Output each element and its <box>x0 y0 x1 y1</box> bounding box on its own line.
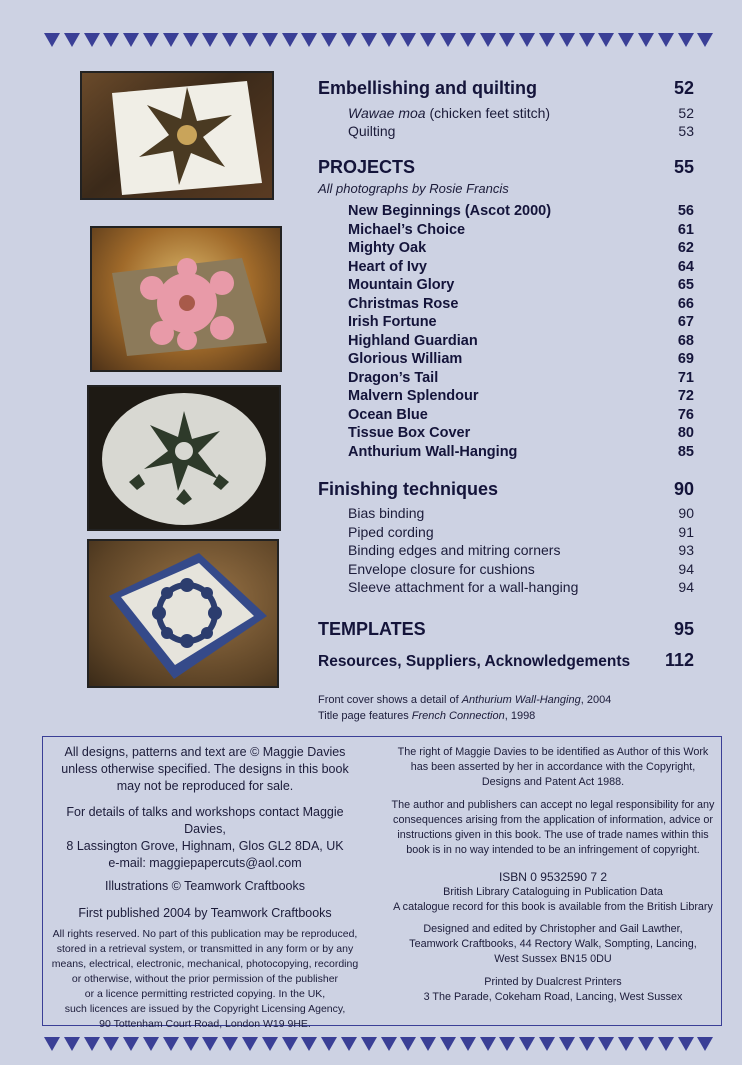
photo-round-quilt <box>87 385 281 531</box>
border-triangle-icon <box>618 33 634 47</box>
designed-by: Designed and edited by Christopher and Gail Lawther, Teamwork Craftbooks, 44 Rectory Walk, Sompting, Lancing, West Sussex BN15 0DU <box>409 923 697 965</box>
toc-heading-finishing[interactable] <box>318 479 694 500</box>
border-triangle-icon <box>202 1037 218 1051</box>
border-triangle-icon <box>638 33 654 47</box>
toc-title: Ocean Blue <box>348 406 428 423</box>
border-triangle-icon <box>183 1037 199 1051</box>
border-triangle-icon <box>361 33 377 47</box>
cover-note <box>318 692 611 724</box>
toc-entry[interactable] <box>348 388 694 404</box>
toc-page: 52 <box>678 105 694 121</box>
toc-page: 94 <box>678 579 694 595</box>
border-triangle-icon <box>183 33 199 47</box>
border-triangle-icon <box>539 33 555 47</box>
border-triangle-icon <box>242 33 258 47</box>
email-address[interactable]: e-mail: maggiepapercuts@aol.com <box>108 856 302 870</box>
border-triangle-icon <box>480 33 496 47</box>
toc-title: Irish Fortune <box>348 314 437 330</box>
toc-page: 112 <box>664 650 694 670</box>
cover-note-line1: Front cover shows a detail of Anthurium Wall-Hanging, 2004 <box>318 694 612 706</box>
toc-title: Embellishing and quilting <box>318 78 537 98</box>
border-triangle-icon <box>440 33 456 47</box>
border-triangle-icon <box>579 1037 595 1051</box>
colophon-right <box>380 745 726 1005</box>
border-triangle-icon <box>658 1037 674 1051</box>
border-triangle-icon <box>103 33 119 47</box>
toc-entry[interactable] <box>348 561 694 577</box>
toc-entry[interactable] <box>348 105 694 121</box>
border-triangle-icon <box>222 1037 238 1051</box>
border-triangle-icon <box>658 33 674 47</box>
border-triangle-icon <box>460 1037 476 1051</box>
photo-pink-cushion <box>90 226 282 372</box>
toc-title: New Beginnings (Ascot 2000) <box>348 203 552 219</box>
border-triangle-icon <box>123 1037 139 1051</box>
toc-entry[interactable] <box>348 524 694 540</box>
toc-title: Envelope closure for cushions <box>348 560 535 577</box>
author-rights: The right of Maggie Davies to be identified as Author of this Work has been asserted by her in accordance with the Copyright, Designs and Patent Act 1988. <box>397 746 709 788</box>
border-triangle-icon <box>242 1037 258 1051</box>
border-triangle-icon <box>64 1037 80 1051</box>
toc-entry[interactable] <box>348 407 694 423</box>
toc-entry[interactable] <box>348 203 694 219</box>
border-triangle-icon <box>282 1037 298 1051</box>
border-triangle-icon <box>381 33 397 47</box>
toc-title: Mountain Glory <box>348 277 455 293</box>
toc-title: Resources, Suppliers, Acknowledgements <box>318 653 631 670</box>
toc-title: TEMPLATES <box>318 619 426 639</box>
toc-page: 94 <box>678 560 694 577</box>
toc-entry[interactable] <box>348 370 694 386</box>
border-triangle-icon <box>440 1037 456 1051</box>
rights-notice: All rights reserved. No part of this publication may be reproduced, stored in a retrieval system, or transmitted in any form or by any means, electrical, electronic, mechanical, photocopying, recording or otherwise, without the prior permission of the publisher or a licence permitting restricted copying. In the UK, such licences are issued by the Copyright Licensing Agency, 90 Tottenham Court Road, London W19 9HE. <box>51 928 359 1030</box>
border-triangle-icon <box>519 1037 535 1051</box>
toc-page: 71 <box>677 369 694 386</box>
toc-title: Piped cording <box>348 523 434 540</box>
border-triangle-icon <box>262 33 278 47</box>
printed-by: Printed by Dualcrest Printers 3 The Parade, Cokeham Road, Lancing, West Sussex <box>423 976 683 1003</box>
toc-page: 55 <box>673 157 694 177</box>
border-triangle-icon <box>499 33 515 47</box>
toc-page: 64 <box>677 258 694 275</box>
toc-title: (chicken feet stitch) <box>425 105 551 121</box>
toc-title: PROJECTS <box>318 157 416 177</box>
toc-entry[interactable] <box>348 444 694 460</box>
border-triangle-icon <box>84 33 100 47</box>
toc-page: 56 <box>677 203 694 219</box>
toc-page: 76 <box>677 406 694 423</box>
border-triangle-icon <box>64 33 80 47</box>
toc-entry[interactable] <box>348 123 694 139</box>
toc-title: Michael’s Choice <box>348 221 466 238</box>
toc-heading-embellishing[interactable] <box>318 78 694 99</box>
toc-entry[interactable] <box>348 425 694 441</box>
toc-entry[interactable] <box>348 222 694 238</box>
border-triangle-icon <box>559 33 575 47</box>
border-triangle-icon <box>420 1037 436 1051</box>
border-triangle-icon <box>499 1037 515 1051</box>
toc-title: Malvern Splendour <box>348 388 479 404</box>
border-triangle-icon <box>638 1037 654 1051</box>
toc-title: Sleeve attachment for a wall-hanging <box>348 579 579 595</box>
toc-page: 95 <box>673 619 694 639</box>
toc-title: Tissue Box Cover <box>348 425 471 441</box>
toc-title-italic: Wawae moa <box>348 105 426 121</box>
toc-page: 68 <box>677 332 694 349</box>
border-triangle-icon <box>222 33 238 47</box>
toc-title: Quilting <box>348 123 396 139</box>
toc-page: 52 <box>673 78 694 98</box>
border-triangle-icon <box>143 1037 159 1051</box>
border-triangle-icon <box>460 33 476 47</box>
toc-title: Highland Guardian <box>348 332 478 349</box>
photo-cushion-appliqué <box>80 71 274 200</box>
toc-page: 62 <box>677 240 694 256</box>
toc-heading-templates[interactable] <box>318 619 694 640</box>
border-triangle-icon <box>598 33 614 47</box>
border-triangle-icon <box>361 1037 377 1051</box>
colophon-left <box>50 744 360 1032</box>
toc-entry[interactable] <box>348 333 694 349</box>
toc-page: 69 <box>677 351 694 367</box>
toc-title: Finishing techniques <box>318 479 499 499</box>
toc-heading-projects[interactable] <box>318 157 694 178</box>
toc-title: Heart of Ivy <box>348 258 427 275</box>
border-triangle-icon <box>381 1037 397 1051</box>
toc-entry[interactable] <box>348 579 694 595</box>
border-triangle-icon <box>321 1037 337 1051</box>
toc-entry[interactable] <box>348 277 694 293</box>
toc-page: 61 <box>677 221 694 238</box>
toc-page: 67 <box>677 314 694 330</box>
toc-page: 53 <box>678 123 694 139</box>
border-triangle-icon <box>697 33 713 47</box>
toc-page: 65 <box>677 277 694 293</box>
toc-title: Dragon’s Tail <box>348 369 439 386</box>
disclaimer: The author and publishers can accept no legal responsibility for any consequences arising from the application of information, advice or instructions given in this book. The use of trade names within this book is in no way intended to be an infringement of copyright. <box>391 799 715 856</box>
border-triangle-icon <box>163 33 179 47</box>
border-triangle-icon <box>341 33 357 47</box>
border-triangle-icon <box>44 1037 60 1051</box>
border-triangle-icon <box>282 33 298 47</box>
toc-page: 72 <box>677 388 694 404</box>
border-triangle-icon <box>202 33 218 47</box>
photo-credit: All photographs by Rosie Francis <box>318 181 509 196</box>
border-triangle-icon <box>103 1037 119 1051</box>
border-triangle-icon <box>84 1037 100 1051</box>
toc-title: Anthurium Wall-Hanging <box>348 443 518 460</box>
photo-blue-wall-hanging <box>87 539 279 688</box>
cip-data: British Library Cataloguing in Publication Data A catalogue record for this book is available from the British Library <box>393 886 713 913</box>
toc-title: Bias binding <box>348 505 425 521</box>
border-triangle-icon <box>618 1037 634 1051</box>
border-triangle-icon <box>480 1037 496 1051</box>
contact-details: For details of talks and workshops contact Maggie Davies, 8 Lassington Grove, Highnam, Glos GL2 8DA, UK e-mail: maggiepapercuts@aol.com <box>50 804 360 872</box>
decorative-border-top <box>44 33 720 49</box>
toc-entry[interactable] <box>348 351 694 367</box>
copyright-notice: All designs, patterns and text are © Maggie Davies unless otherwise specified. The designs in this book may not be reproduced for sale. <box>61 745 349 793</box>
isbn: ISBN 0 9532590 7 2 <box>498 870 608 884</box>
border-triangle-icon <box>44 33 60 47</box>
toc-title: Glorious William <box>348 351 463 367</box>
border-triangle-icon <box>143 33 159 47</box>
toc-page: 90 <box>673 479 694 499</box>
toc-page: 85 <box>677 443 694 460</box>
decorative-border-bottom <box>44 1037 720 1053</box>
toc-title: Binding edges and mitring corners <box>348 542 561 558</box>
toc-title: Mighty Oak <box>348 240 427 256</box>
toc-entry[interactable] <box>348 240 694 256</box>
toc-entry[interactable] <box>348 259 694 275</box>
border-triangle-icon <box>301 33 317 47</box>
border-triangle-icon <box>420 33 436 47</box>
toc-entry[interactable] <box>348 296 694 312</box>
border-triangle-icon <box>262 1037 278 1051</box>
toc-entry[interactable] <box>348 542 694 558</box>
border-triangle-icon <box>678 1037 694 1051</box>
border-triangle-icon <box>519 33 535 47</box>
border-triangle-icon <box>678 33 694 47</box>
border-triangle-icon <box>400 33 416 47</box>
border-triangle-icon <box>697 1037 713 1051</box>
toc-page: 80 <box>677 425 694 441</box>
cover-note-line2: Title page features French Connection, 1998 <box>318 710 536 722</box>
first-published: First published 2004 by Teamwork Craftbooks <box>78 906 332 920</box>
toc-heading-resources[interactable] <box>318 650 694 671</box>
border-triangle-icon <box>559 1037 575 1051</box>
border-triangle-icon <box>321 33 337 47</box>
border-triangle-icon <box>579 33 595 47</box>
toc-page: 91 <box>678 523 694 540</box>
border-triangle-icon <box>539 1037 555 1051</box>
border-triangle-icon <box>400 1037 416 1051</box>
border-triangle-icon <box>123 33 139 47</box>
toc-entry[interactable] <box>348 314 694 330</box>
illustrations-credit: Illustrations © Teamwork Craftbooks <box>104 879 306 893</box>
toc-page: 93 <box>678 542 694 558</box>
border-triangle-icon <box>301 1037 317 1051</box>
border-triangle-icon <box>163 1037 179 1051</box>
border-triangle-icon <box>341 1037 357 1051</box>
toc-page: 90 <box>678 505 694 521</box>
toc-title: Christmas Rose <box>348 295 459 312</box>
border-triangle-icon <box>598 1037 614 1051</box>
toc-page: 66 <box>677 295 694 312</box>
toc-entry[interactable] <box>348 505 694 521</box>
